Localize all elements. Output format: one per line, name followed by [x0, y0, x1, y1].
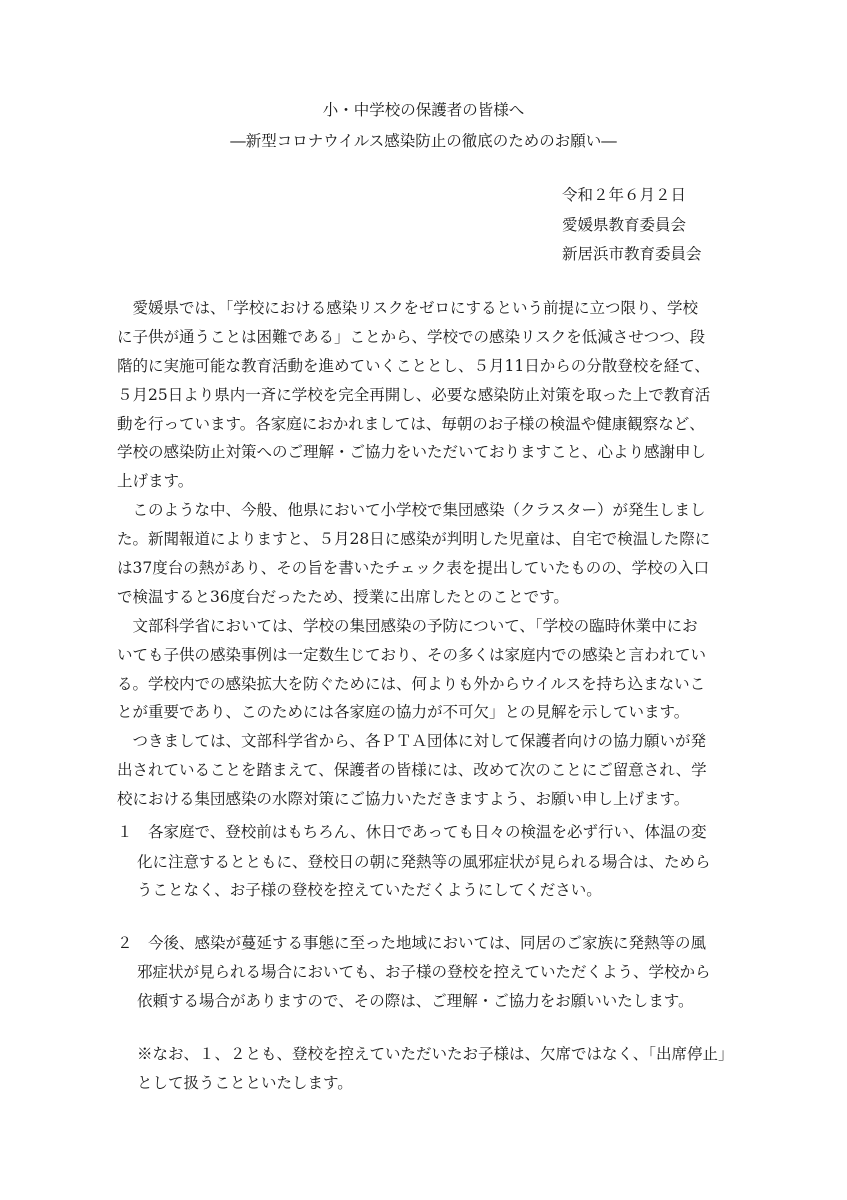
body-line: 文部科学省においては、学校の集団感染の予防について、「学校の臨時休業中にお — [117, 617, 698, 635]
note-line: ※なお、１、２とも、登校を控えていただいたお子様は、欠席ではなく、「出席停止」 — [137, 1045, 734, 1063]
item-line: うことなく、お子様の登校を控えていただくようにしてください。 — [137, 881, 602, 899]
body-line: 階的に実施可能な教育活動を進めていくこととし、５月11日からの分散登校を経て、 — [117, 357, 710, 375]
document-title: 小・中学校の保護者の皆様へ — [322, 101, 525, 119]
item-line: 邪症状が見られる場合においても、お子様の登校を控えていただくよう、学校から — [137, 963, 711, 981]
item-line: 化に注意するとともに、登校日の朝に発熱等の風邪症状が見られる場合は、ためら — [137, 853, 711, 871]
body-line: ５月25日より県内一斉に学校を完全再開し、必要な感染防止対策を取った上で教育活 — [117, 386, 711, 404]
item-line: ２ 今後、感染が蔓延する事態に至った地域においては、同居のご家族に発熱等の風 — [117, 934, 707, 952]
body-line: 校における集団感染の水際対策にご協力いただきますよう、お願い申し上げます。 — [117, 790, 690, 808]
issue-date: 令和２年６月２日 — [562, 186, 687, 204]
body-line: る。学校内での感染拡大を防ぐためには、何よりも外からウイルスを持ち込まないこ — [117, 675, 706, 693]
body-line: た。新聞報道によりますと、５月28日に感染が判明した児童は、自宅で検温した際に — [117, 530, 711, 548]
item-line: 依頼する場合がありますので、その際は、ご理解・ご協力をお願いいたします。 — [137, 992, 694, 1010]
document-subtitle: ―新型コロナウイルス感染防止の徹底のためのお願い― — [230, 132, 617, 150]
body-line: 出されていることを踏まえて、保護者の皆様には、改めて次のことにご留意され、学 — [117, 761, 707, 779]
issuer-prefecture-board: 愛媛県教育委員会 — [562, 216, 687, 234]
issuer-city-board: 新居浜市教育委員会 — [562, 245, 702, 263]
body-line: いても子供の感染事例は一定数生じており、その多くは家庭内での感染と言われてい — [117, 646, 707, 664]
body-line: 愛媛県では、「学校における感染リスクをゼロにするという前提に立つ限り、学校 — [117, 299, 698, 317]
body-line: つきましては、文部科学省から、各ＰＴＡ団体に対して保護者向けの協力願いが発 — [117, 732, 707, 750]
body-line: に子供が通うことは困難である」ことから、学校での感染リスクを低減させつつ、段 — [117, 328, 706, 346]
body-line: このような中、今般、他県において小学校で集団感染（クラスター）が発生しまし — [117, 501, 706, 519]
body-line: 上げます。 — [117, 472, 194, 490]
body-line: で検温すると36度台だったため、授業に出席したとのことです。 — [117, 588, 569, 606]
body-line: 学校の感染防止対策へのご理解・ご協力をいただいておりますこと、心より感謝申し — [117, 443, 707, 461]
note-line: として扱うことといたします。 — [137, 1074, 353, 1092]
body-line: は37度台の熱があり、その旨を書いたチェック表を提出していたものの、学校の入口 — [117, 559, 710, 577]
body-line: とが重要であり、このためには各家庭の協力が不可欠」との見解を示しています。 — [117, 703, 690, 721]
item-line: １ 各家庭で、登校前はもちろん、休日であっても日々の検温を必ず行い、体温の変 — [117, 823, 707, 841]
body-line: 動を行っています。各家庭におかれましては、毎朝のお子様の検温や健康観察など、 — [117, 415, 705, 433]
